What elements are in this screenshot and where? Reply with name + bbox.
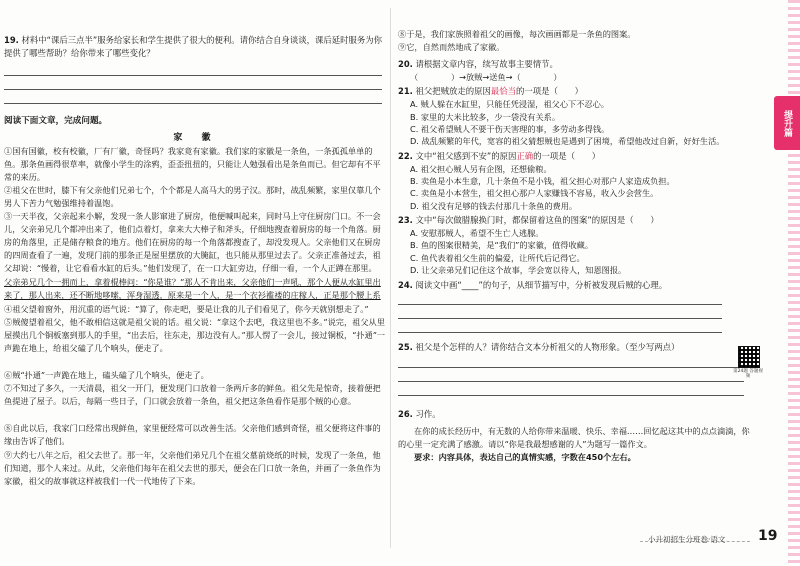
question-text-tail: 的一项是（ ） (533, 150, 601, 161)
qr-caption: 第24题 答题视频 (733, 369, 763, 379)
paragraph-9: ⑨大约七八年之后，祖父去世了。那一年，父亲他们弟兄几个在祖父墓前烧纸的时候，发现了一条鱼，他们知道，那个人来过。从此，父亲他们每年在祖父去世的那天，便会在门口放一条鱼，并画了一条鱼作为家徽，祖父的故事就这样被我们一代一代地传了下来。 (4, 450, 381, 487)
q22-option-d[interactable]: D. 祖父没有足够的钱去付那几十条鱼的费用。 (410, 200, 578, 211)
q23-option-b[interactable]: B. 鱼的图案很精美，是“我们”的家徽，值得收藏。 (410, 240, 594, 251)
q20-flow-blank[interactable]: （ ）→放贼→送鱼→（ ） (410, 71, 562, 82)
paragraph-3-underlined: 父亲弟兄几个一拥而上，拿着棍棒问：“你是谁？”那人不肯出来，父亲他们一声吼，那个人便从水缸里出来了，那人出来，还不断地哆嗦，浑身湿透，原来是一个人，是一个衣衫褴褛的庄稼人，正是那个腰上系 (4, 277, 381, 301)
paragraph-4: ④祖父望着窗外，用沉重的语气说：“算了，你走吧，要是让我的儿子们看见了，你今天就别想走了。” (4, 304, 369, 315)
question-text: 阅读文中画“____”的句子，从细节描写中，分析被发现后贼的心理。 (415, 279, 668, 290)
q22-option-c[interactable]: C. 卖鱼是小本营生，祖父担心那户人家赚钱不容易，收入少会营生。 (410, 188, 659, 199)
question-26 (398, 408, 750, 421)
question-number: 20. (398, 59, 413, 70)
q26-requirements: 要求：内容具体，表达自己的真情实感，字数在450个左右。 (414, 452, 636, 463)
q26-prompt: 在你的成长经历中，有无数的人给你带来温暖、快乐、幸福……回忆起这其中的点点滴滴，你的心里一定充满了感激。请以“你是我最想感谢的人”为题写一篇作文。 (398, 426, 750, 450)
paragraph-8: ⑧自此以后，我家门口经常出现鲜鱼，家里便经常可以改善生活。父亲他们感到奇怪，祖父便将这件事的缘由告诉了他们。 (4, 423, 381, 447)
question-text: 材料中“课后三点半”服务给家长和学生提供了很大的便利。请你结合自身谈谈，课后延时服务为你提供了哪些帮助？给你带来了哪些变化？ (4, 35, 382, 58)
question-24 (398, 279, 750, 292)
paragraph-6: ⑥贼“扑通”一声跪在地上，磕头磕了几个响头，便走了。 (4, 370, 209, 381)
paragraph-7: ⑦不知过了多久，一天清晨，祖父一开门，便发现门口放着一条两斤多的鲜鱼。祖父先是惊奇，接着便把鱼提进了屋子。以后，每隔一些日子，门口就会放着一条鱼，祖父把这条鱼看作是那个贼的心意。 (4, 383, 381, 407)
answer-line[interactable] (398, 305, 722, 319)
answer-line[interactable] (398, 291, 722, 305)
answer-line[interactable] (4, 76, 382, 90)
q23-option-d[interactable]: D. 让父亲弟兄们记住这个故事，学会宽以待人，知恩图报。 (410, 265, 627, 276)
paragraph-1: ①国有国徽，校有校徽，厂有厂徽，奇怪吗？我家竟有家徽。我们家的家徽是一条鱼，一条孤孤单单的鱼。那条鱼画得很草率，就像小学生的涂鸦，歪歪扭扭的，只能让人勉强看出是条鱼而已。但它却有不平常的来历。 (4, 145, 381, 182)
left-column (4, 0, 388, 502)
side-tab-badge: 提升篇 (774, 96, 800, 150)
right-column (398, 0, 750, 464)
question-number: 21. (398, 86, 413, 97)
q22-option-b[interactable]: B. 卖鱼是小本生意，几十条鱼不是小钱，祖父担心对那户人家造成负担。 (410, 176, 675, 187)
answer-line[interactable] (398, 319, 722, 333)
question-22 (398, 150, 750, 163)
question-number: 25. (398, 342, 413, 353)
q22-option-a[interactable]: A. 祖父担心贼人另有企图，还想偷粮。 (410, 163, 552, 174)
question-number: 26. (398, 409, 413, 420)
answer-line[interactable] (4, 62, 382, 76)
question-text: 习作。 (415, 409, 441, 420)
answer-line[interactable] (398, 354, 744, 368)
answer-lines-24[interactable] (398, 291, 728, 333)
q21-option-c[interactable]: C. 祖父希望贼人不要干伤天害理的事，多劳动多得钱。 (410, 124, 610, 134)
paragraph-continuation-a: ⑧于是，我们家族照着祖父的画像，每次画画都是一条鱼的图案。 (398, 29, 636, 39)
question-text-tail: 的一项是（ ） (516, 86, 584, 97)
qr-code-icon[interactable] (738, 346, 760, 368)
footer-text: 小升初招生分班卷·语文 (648, 535, 726, 544)
paragraph-3: ③一天半夜，父亲起来小解，发现一条人影窜进了厨房，他便喊叫起来，同时马上守住厨房门口。不一会儿，父亲弟兄几个都冲出来了，他们点着灯，拿来大大棒子和斧头，仔细地搜查着厨房的每一个角落。厨房的角落里，正是储存粮食的地方。他们在厨房的每一个角落都搜查了，却没发现人。父亲他们又在厨房的四周查看了一遍，发现门前的那条正是屋里摆放的大腌缸，也只能从那里过去了。父亲正准备过去，祖父却说：“慢着，让它看看水缸的后头。”他们发现了，在一口大缸旁边，仔细一看，一个人正蹲在那里。 (4, 211, 381, 274)
answer-line[interactable] (398, 368, 744, 382)
q21-option-d[interactable]: D. 战乱频繁的年代，宽容的祖父猜想贼也是遇到了困境，希望他改过自新，好好生活。 (410, 136, 725, 147)
question-25 (398, 341, 750, 354)
q23-option-a[interactable]: A. 安慰那贼人，希望不生亡人逃腺。 (410, 228, 544, 239)
answer-line[interactable] (4, 90, 382, 104)
column-divider (390, 8, 391, 548)
question-23 (398, 214, 750, 227)
question-text: 请根据文章内容，续写故事主要情节。 (415, 59, 558, 70)
question-19 (4, 34, 388, 60)
article-title: 家 徽 (173, 132, 219, 143)
question-number: 19. (4, 35, 19, 45)
question-text: 文中“每次做腊腺换门时，都保留着这鱼的图案”的原因是（ ） (415, 215, 659, 226)
q21-option-b[interactable]: B. 家里的大米比较多，少一袋没有关系。 (410, 111, 561, 122)
reading-intro: 阅读下面文章，完成问题。 (4, 115, 108, 126)
question-21 (398, 85, 750, 98)
question-number: 23. (398, 215, 413, 226)
answer-line[interactable] (398, 382, 744, 396)
question-number: 22. (398, 150, 413, 161)
emphasis-text: 正确 (516, 150, 534, 161)
question-number: 24. (398, 279, 413, 290)
paragraph-5: ⑤贼傻望着祖父，他不敢相信这就是祖父说的话。祖父说：“拿这个去吧，我这里也不多。”说完，祖父从里屋摸出几个铜板塞到那人的手里，“出去后，往东走，那边没有人。”那人愣了一会儿，接过铜板，“扑通”一声跪在地上，给祖父磕了几个响头，便走了。 (4, 317, 386, 354)
answer-lines-19[interactable] (4, 62, 388, 104)
paragraph-continuation-b: ⑨它，自然而然地成了家徽。 (398, 42, 505, 53)
question-text: 文中“祖父感到不安”的原因 (415, 150, 517, 161)
paragraph-2: ②祖父在世时，膝下有父亲他们兄弟七个，个个都是人高马大的男子汉。那时，战乱频繁，家里仅靠几个男人下苦力气勉强维持着温饱。 (4, 184, 381, 208)
question-text: 祖父是个怎样的人？请你结合文本分析祖父的人物形象。（至少写两点） (415, 342, 680, 353)
decorative-stripe (788, 0, 800, 566)
q21-option-a[interactable]: A. 贼人躲在水缸里，只能任凭浸湿，祖父心下不忍心。 (410, 99, 609, 110)
question-20 (398, 58, 750, 71)
question-text: 祖父把贼放走的原因 (415, 86, 491, 97)
q23-option-c[interactable]: C. 鱼代表着祖父生前的偏爱，让所代后记得它。 (410, 252, 585, 263)
emphasis-text: 最恰当 (490, 86, 517, 97)
page-number: 19 (758, 528, 778, 544)
answer-lines-25[interactable] (398, 354, 750, 396)
